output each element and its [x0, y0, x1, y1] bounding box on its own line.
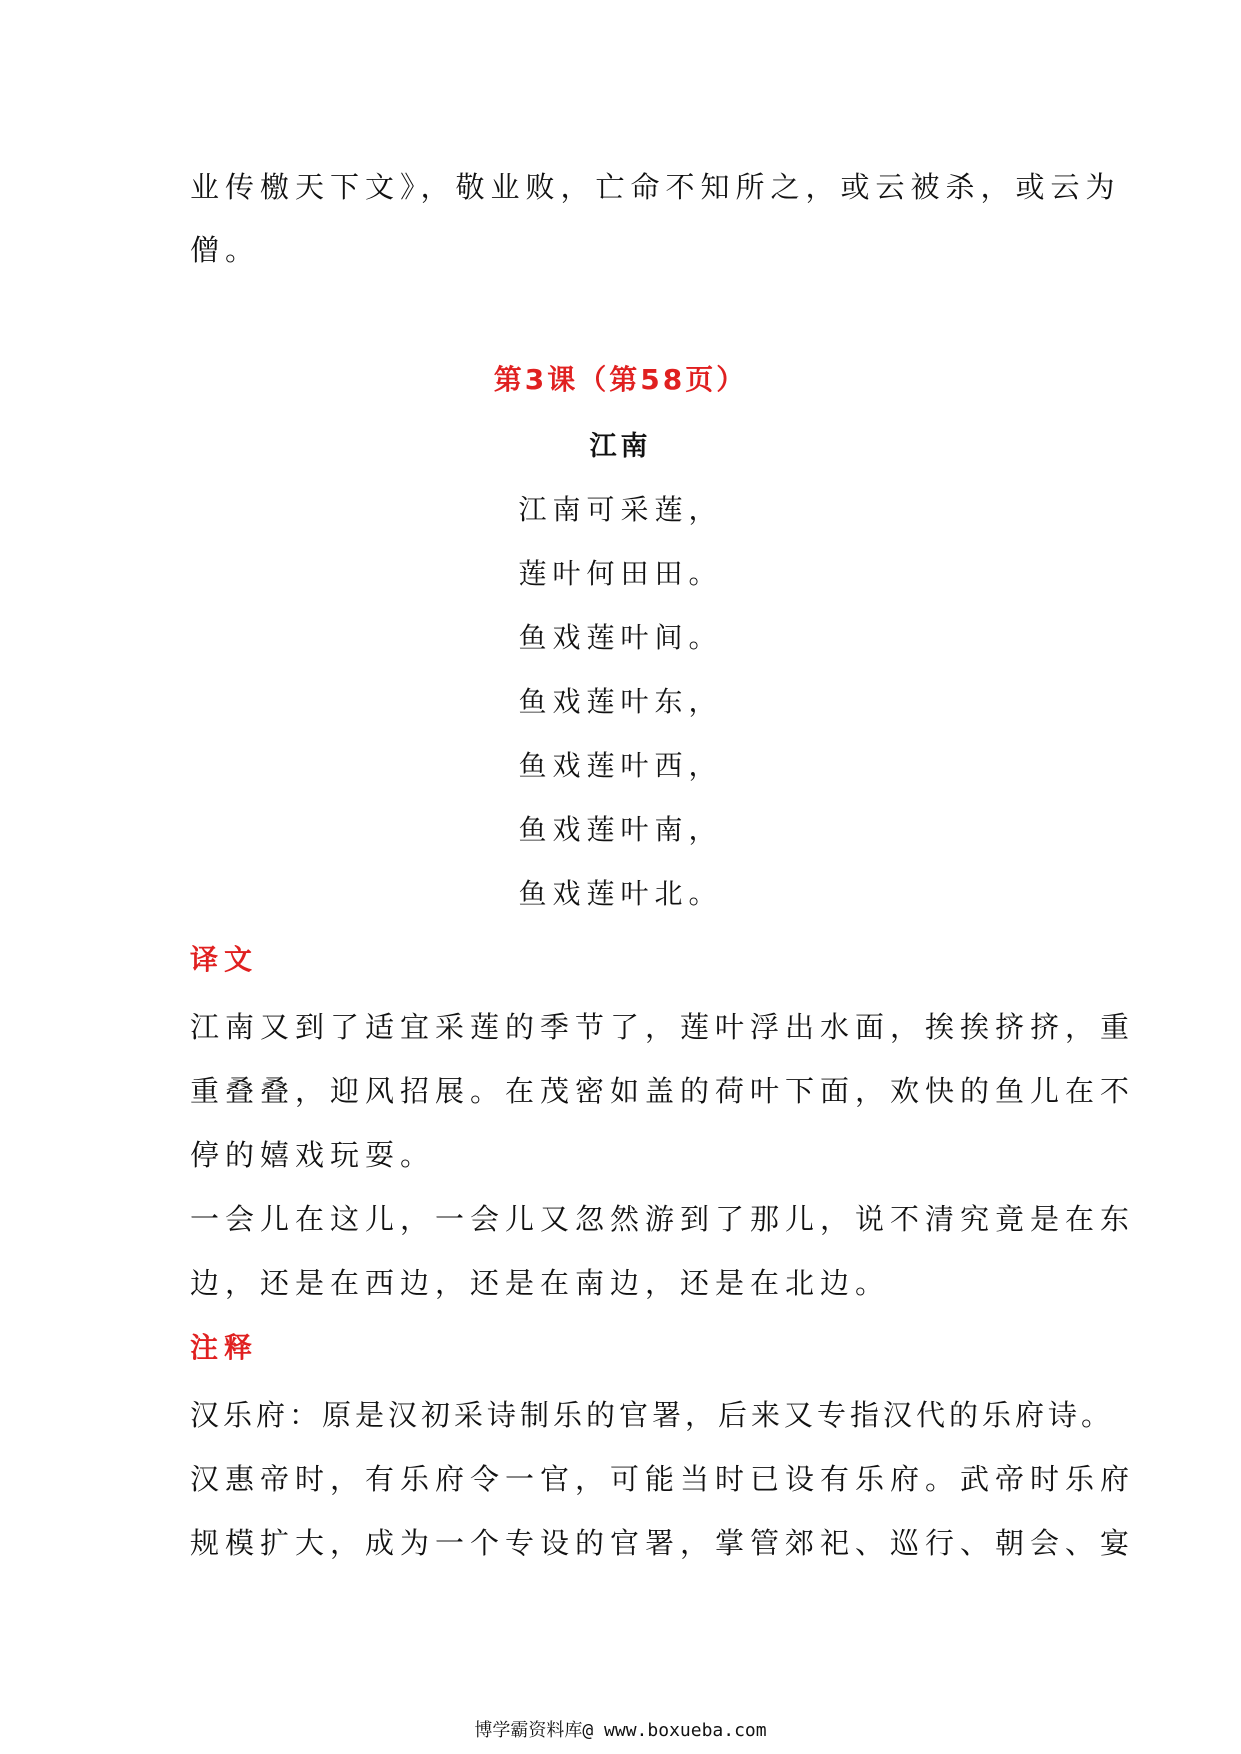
continuation-line-2: 僧。: [190, 233, 261, 267]
poem-title: 江南: [589, 431, 652, 462]
poem-line: 鱼戏莲叶西，: [518, 749, 723, 782]
notes-heading: 注释: [190, 1331, 259, 1364]
translation-line: 停的嬉戏玩耍。: [190, 1138, 436, 1172]
poem-line: 江南可采莲，: [518, 493, 723, 526]
translation-line: 重叠叠，迎风招展。在茂密如盖的荷叶下面，欢快的鱼儿在不: [190, 1074, 1136, 1108]
poem-line: 鱼戏莲叶东，: [518, 685, 723, 718]
poem-line: 鱼戏莲叶南，: [518, 813, 723, 846]
translation-line: 一会儿在这儿，一会儿又忽然游到了那儿，说不清究竟是在东: [190, 1202, 1136, 1236]
poem-line: 鱼戏莲叶间。: [518, 621, 723, 654]
notes-line: 规模扩大，成为一个专设的官署，掌管郊祀、巡行、朝会、宴: [190, 1526, 1136, 1560]
translation-heading: 译文: [190, 943, 259, 976]
footer-watermark: 博学霸资料库@ www.boxueba.com: [474, 1720, 767, 1741]
notes-line: 汉乐府：原是汉初采诗制乐的官署，后来又专指汉代的乐府诗。: [190, 1398, 1115, 1432]
lesson-title: 第3课（第58页）: [493, 363, 748, 396]
translation-line: 江南又到了适宜采莲的季节了，莲叶浮出水面，挨挨挤挤，重: [190, 1010, 1136, 1044]
translation-line: 边，还是在西边，还是在南边，还是在北边。: [190, 1266, 891, 1300]
poem-line: 鱼戏莲叶北。: [518, 877, 723, 910]
poem-line: 莲叶何田田。: [518, 557, 723, 590]
notes-line: 汉惠帝时，有乐府令一官，可能当时已设有乐府。武帝时乐府: [190, 1462, 1136, 1496]
continuation-line-1: 业传檄天下文》，敬业败，亡命不知所之，或云被杀，或云为: [190, 170, 1121, 204]
